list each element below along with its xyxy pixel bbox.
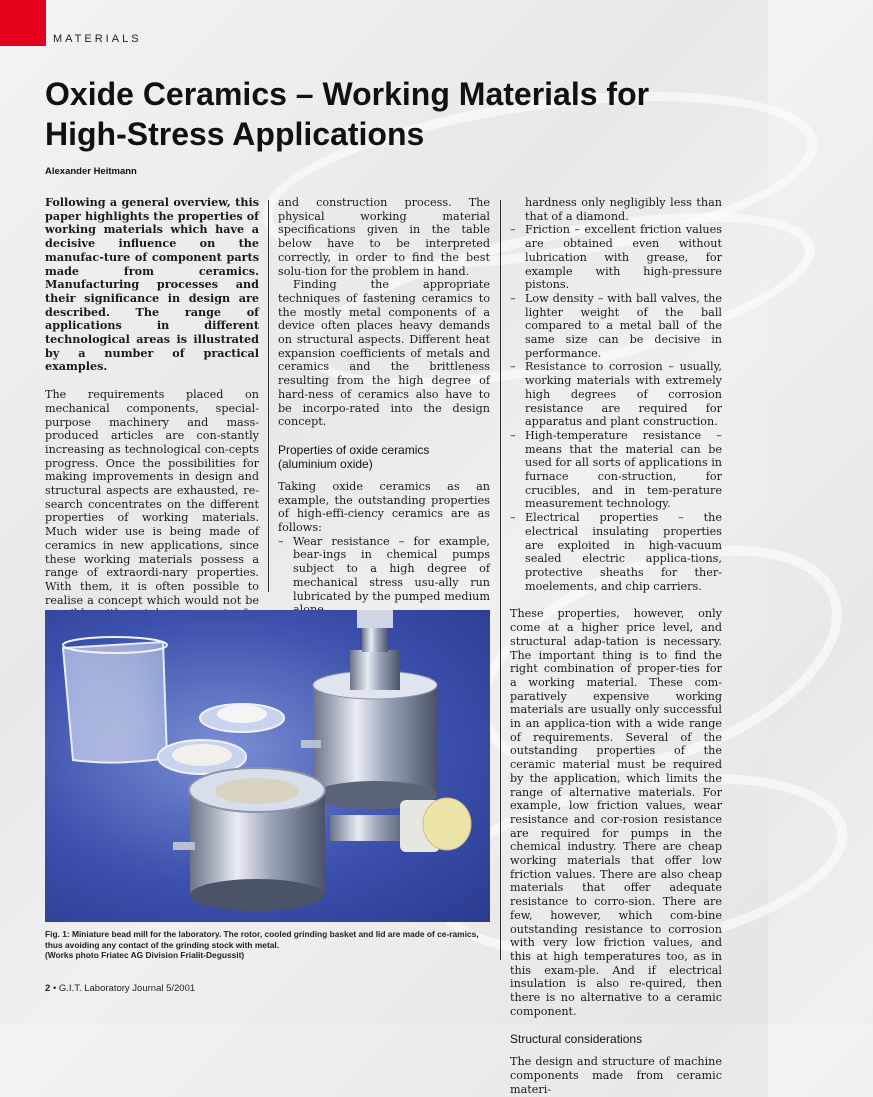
page-number: 2 (45, 983, 51, 994)
body-paragraph: Taking oxide ceramics as an example, the outstanding properties of high-effi-ciency ceramics are as follows: (278, 479, 490, 535)
caption-credit: (Works photo Friatec AG Division Frialit-Degussit) (45, 950, 245, 961)
beaker (63, 637, 167, 763)
list-continuation: hardness only negligibly less than that of a diamond. (525, 196, 722, 223)
lead-paragraph: Following a general overview, this paper highlights the properties of working materials which have a decisive influence on the manufac-ture of component parts made from ceramics. Manufacturing processes and their significance in design are described. The range of applications in different technological areas is illustrated by a number of practical examples. (45, 195, 259, 374)
footer-bullet: • (52, 983, 57, 994)
column-rule (500, 200, 501, 960)
red-corner-square (0, 0, 46, 46)
list-item: – Electrical properties – the electrical insulating properties are exploited in high-vacuum sealed electric applica-tions, protective sheaths for ther-moelements, and chip carriers. (510, 511, 722, 593)
subheading: Properties of oxide ceramics (aluminium oxide) (278, 442, 430, 471)
section-label: MATERIALS (53, 33, 142, 45)
body-paragraph: The design and structure of machine components made from ceramic materi- (510, 1055, 722, 1096)
list-item: – High-temperature resistance – means that the material can be used for all sorts of applications in furnace con-struction, for crucibles, and in tem-perature measurement technology. (510, 429, 722, 511)
page-footer (45, 983, 195, 994)
list-item: – Resistance to corrosion – usually, working materials with extremely high degrees of corrosion resistance are required for apparatus and plant construction. (510, 360, 722, 429)
journal-name: G.I.T. Laboratory Journal 5/2001 (58, 983, 196, 994)
cooling-basket (173, 768, 325, 911)
grinding-housing (301, 610, 437, 809)
title-line: High-Stress Applications (45, 116, 425, 152)
column-rule (268, 200, 269, 592)
title-line: Oxide Ceramics – Working Materials for (45, 76, 650, 112)
column-2 (278, 196, 490, 672)
powder-dish (200, 704, 284, 732)
property-list (510, 223, 722, 593)
body-paragraph: These properties, however, only come at a higher price level, and structural adap-tation is necessary. The important thing is to find the right combination of proper-ties for a working material. These com-paratively expensive working materials are usually only successful in an applica-tion with a wide range of requirements. Several of the outstanding properties of the ceramic material must be required by the application, which limits the range of alternative materials. For example, low friction values, wear resistance and cor-rosion resistance are required for pumps in the chemical industry. There are cheap working materials that offer low friction values. There are also cheap materials that offer adequate resistance to corro-sion. There are few, however, which com-bine outstanding resistance to corrosion with very low friction values, and this at high temperatures too, as in this exam-ple. And if electrical insulation is also re-quired, then there is no alternative to a ceramic component. (510, 607, 722, 1018)
body-paragraph: Finding the appropriate techniques of fastening ceramics to the mostly metal components of a device often places heavy demands on structural aspects. Different heat expansion coefficients of metals and ceramics and the brittleness resulting from the high degree of hard-ness of ceramics also have to be incorpo-rated into the design concept. (278, 278, 490, 429)
author: Alexander Heitmann (45, 166, 137, 177)
list-item: – Friction – excellent friction values are obtained even without lubrication with grease, for example with high-pressure pistons. (510, 223, 722, 292)
caption-text: Fig. 1: Miniature bead mill for the laboratory. The rotor, cooled grinding basket and lid are made of ce-ramics, thus avoiding any contact of the grinding stock with metal. (45, 929, 479, 950)
figure-caption (45, 929, 495, 961)
list-item: – Wear resistance – for example, bear-ings in chemical pumps subject to a high degree of mechanical stress usu-ally run lubricated by the pumped medium (278, 535, 490, 617)
bead-mill-illustration (45, 610, 490, 922)
list-item: – Low density – with ball valves, the lighter weight of the ball compared to a metal ball of the same size can be decisive in performance. (510, 292, 722, 361)
figure-photo (45, 610, 490, 922)
body-paragraph: The requirements placed on mechanical components, special-purpose machinery and mass-produced articles are con-stantly increasing as technological con-cepts progress. Once the possibilities for making improvements in design and structural aspects are exhausted, re-search concentrates on the different properties of working materials. Much wider use is being made of ceramics in new applications, since these working materials possess a range of extraordi-nary properties. With them, it is often possible to realise a concept which would not be (45, 388, 259, 607)
subheading: Structural considerations (510, 1032, 643, 1047)
column-1 (45, 196, 259, 662)
body-paragraph: and construction process. The physical working material specifications given in the table below have to be interpreted correctly, in order to find the best solu-tion for the problem in hand. (278, 196, 490, 278)
column-3 (510, 196, 722, 1097)
article-title (45, 74, 725, 154)
